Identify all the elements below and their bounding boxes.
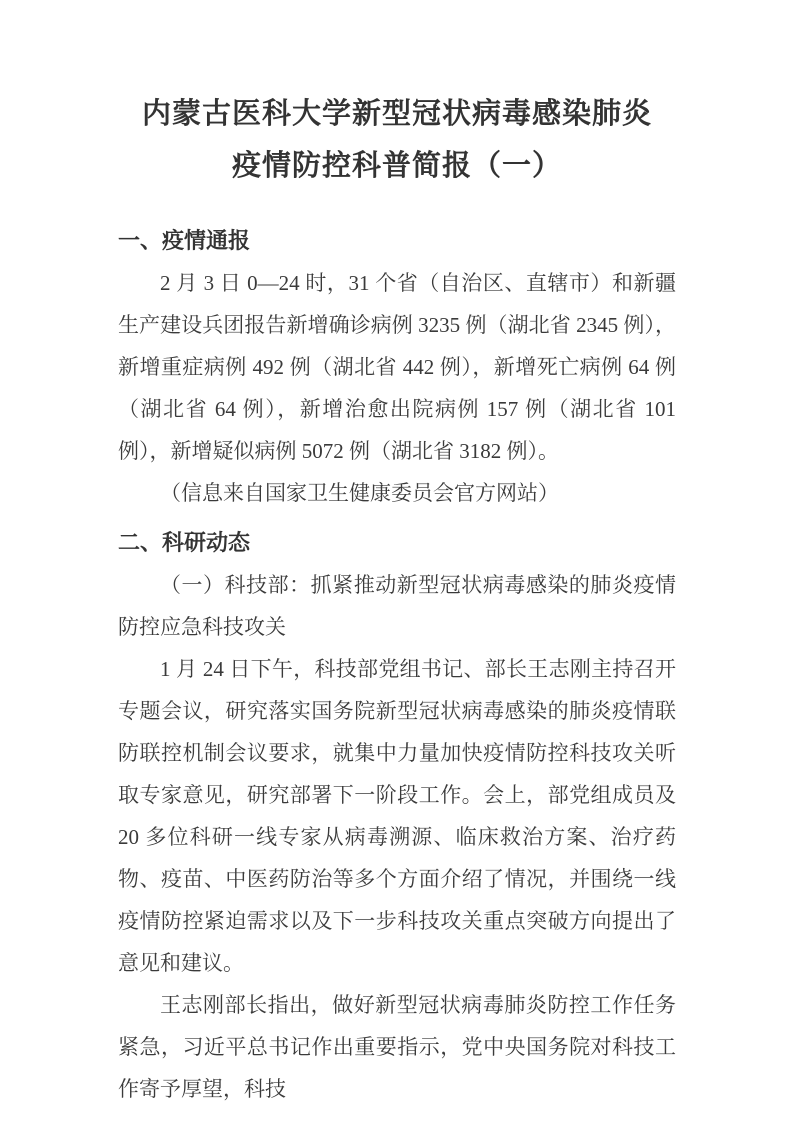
- paragraph-epidemic-statistics: 2 月 3 日 0—24 时，31 个省（自治区、直辖市）和新疆生产建设兵团报告新增确诊病例 3235 例（湖北省 2345 例），新增重症病例 492 例（湖北省 442 例），新增死亡病例 64 例（湖北省 64 例），新增治愈出院病例 157 例（湖北省 101 例），新增疑似病例 5072 例（湖北省 3182 例）。: [118, 271, 676, 463]
- paragraph-minister-remarks: 王志刚部长指出，做好新型冠状病毒肺炎防控工作任务紧急，习近平总书记作出重要指示，党中央国务院对科技工作寄予厚望，科技: [118, 993, 676, 1101]
- section-heading-research-updates: 二、科研动态: [118, 530, 251, 555]
- paragraph-meeting-summary: 1 月 24 日下午，科技部党组书记、部长王志刚主持召开专题会议，研究落实国务院新型冠状病毒感染的肺炎疫情联防联控机制会议要求，就集中力量加快疫情防控科技攻关听取专家意见，研究部署下一阶段工作。会上，部党组成员及 20 多位科研一线专家从病毒溯源、临床救治方案、治疗药物、疫苗、中医药防治等多个方面介绍了情况，并围绕一线疫情防控紧迫需求以及下一步科技攻关重点突破方向提出了意见和建议。: [118, 657, 676, 975]
- paragraph-source-note: （信息来自国家卫生健康委员会官方网站）: [160, 481, 559, 505]
- paragraph-most-subheading: （一）科技部：抓紧推动新型冠状病毒感染的肺炎疫情防控应急科技攻关: [118, 573, 676, 639]
- section-heading-epidemic-report: 一、疫情通报: [118, 228, 251, 253]
- document-title-line-1: 内蒙古医科大学新型冠状病毒感染肺炎: [141, 98, 652, 130]
- document-title: [118, 88, 676, 192]
- document-title-line-2: 疫情防控科普简报（一）: [231, 150, 562, 182]
